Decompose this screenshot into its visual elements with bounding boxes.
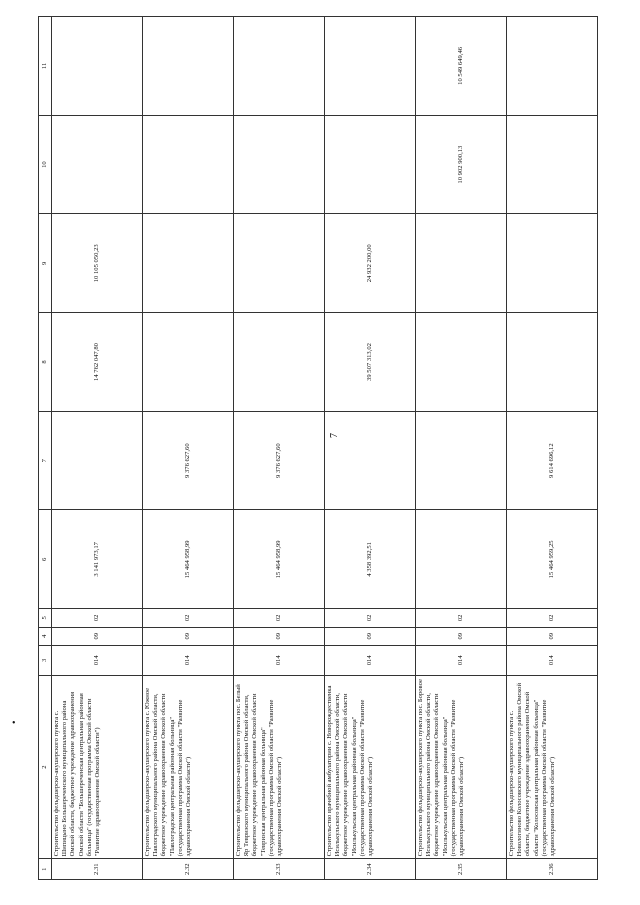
column-header-11: 11: [39, 17, 52, 116]
budget-table-sheet: [38, 16, 598, 880]
cell-c7: 9 614 696,12: [507, 411, 598, 510]
cell-c10: 10 902 900,13: [416, 115, 507, 214]
column-header-6: 6: [39, 510, 52, 609]
column-header-9: 9: [39, 214, 52, 313]
cell-c4: 09: [325, 627, 416, 645]
cell-desc: Строительство фельдшерско-акушерского пункта пос. Белый Яр Тевризского муниципального района Омской области, бюджетное учреждение здравоохранения Омской области "Тевризская центральная районная больница" (государственная программа Омской области "Развитие здравоохранения Омской области"): [234, 675, 325, 859]
cell-c9: [143, 214, 234, 313]
cell-c5: 02: [52, 609, 143, 627]
cell-c6: 15 464 958,99: [234, 510, 325, 609]
cell-c6: 15 464 958,99: [143, 510, 234, 609]
cell-c4: 09: [507, 627, 598, 645]
cell-c4: 09: [416, 627, 507, 645]
cell-c10: [52, 115, 143, 214]
cell-c3: 014: [325, 645, 416, 675]
table-row: [325, 17, 416, 880]
cell-c3: 014: [52, 645, 143, 675]
cell-desc: Строительство фельдшерско-акушерского пункта с. Шипицыно Большереченского муниципального района Омской области, бюджетное учреждение здравоохранения Омской области "Большереченская центральная районная больница" (государственная программа Омской области "Развитие здравоохранения Омской области"): [52, 675, 143, 859]
cell-c7: [52, 411, 143, 510]
cell-id: 2.35: [416, 859, 507, 880]
cell-c4: 09: [143, 627, 234, 645]
column-header-2: 2: [39, 675, 52, 859]
cell-c6: 4 358 392,51: [325, 510, 416, 609]
cell-c5: 02: [507, 609, 598, 627]
table-body: [52, 17, 598, 880]
header-row: [39, 17, 52, 880]
cell-c3: 014: [416, 645, 507, 675]
cell-desc: Строительство фельдшерско-акушерского пункта пос. Боровое Исилькульского муниципального района Омской области, бюджетное учреждение здравоохранения Омской области "Исилькульская центральная районная больница" (государственная программа Омской области "Развитие здравоохранения Омской области"): [416, 675, 507, 859]
cell-c5: 02: [234, 609, 325, 627]
cell-c8: [507, 313, 598, 412]
cell-id: 2.33: [234, 859, 325, 880]
cell-c9: [416, 214, 507, 313]
cell-c10: [325, 115, 416, 214]
cell-c8: [234, 313, 325, 412]
cell-desc: Строительство врачебной амбулатории с. Новорождественка Исилькульского муниципального района Омской области, бюджетное учреждение здравоохранения Омской области "Исилькульская центральная районная больница" (государственная программа Омской области "Развитие здравоохранения Омской области"): [325, 675, 416, 859]
cell-c8: [143, 313, 234, 412]
cell-desc: Строительство фельдшерско-акушерского пункта с. Южное Павлоградского муниципального района Омской области, бюджетное учреждение здравоохранения Омской области "Павлоградская центральная районная больница" (государственная программа Омской области "Развитие здравоохранения Омской области"): [143, 675, 234, 859]
cell-c6: 15 464 959,25: [507, 510, 598, 609]
cell-c3: 014: [143, 645, 234, 675]
cell-c11: [234, 17, 325, 116]
cell-c5: 02: [325, 609, 416, 627]
cell-c11: [507, 17, 598, 116]
page-number: 7: [329, 433, 340, 438]
cell-desc: Строительство фельдшерско-акушерского пункта с. Новологиново Колосовского муниципального района Омской области, бюджетное учреждение здравоохранения Омской области "Колосовская центральная районная больница" (государственная программа Омской области "Развитие здравоохранения Омской области"): [507, 675, 598, 859]
cell-c11: [325, 17, 416, 116]
cell-c5: 02: [143, 609, 234, 627]
table-row: [416, 17, 507, 880]
cell-c3: 014: [507, 645, 598, 675]
cell-c11: [143, 17, 234, 116]
table-row: [52, 17, 143, 880]
cell-c9: 24 932 200,00: [325, 214, 416, 313]
cell-c3: 014: [234, 645, 325, 675]
cell-c7: 9 376 627,60: [234, 411, 325, 510]
stray-mark: •: [12, 718, 16, 729]
table-row: [143, 17, 234, 880]
cell-c11: [52, 17, 143, 116]
cell-c10: [143, 115, 234, 214]
cell-c7: [325, 411, 416, 510]
column-header-7: 7: [39, 411, 52, 510]
cell-c4: 09: [234, 627, 325, 645]
cell-id: 2.36: [507, 859, 598, 880]
cell-c9: [234, 214, 325, 313]
cell-c8: 39 507 313,02: [325, 313, 416, 412]
column-header-10: 10: [39, 115, 52, 214]
cell-c11: 10 549 649,46: [416, 17, 507, 116]
column-header-4: 4: [39, 627, 52, 645]
cell-c7: [416, 411, 507, 510]
cell-c7: 9 376 627,60: [143, 411, 234, 510]
column-header-3: 3: [39, 645, 52, 675]
cell-c10: [507, 115, 598, 214]
budget-table: [38, 16, 598, 880]
cell-id: 2.32: [143, 859, 234, 880]
table-row: [507, 17, 598, 880]
cell-c5: 02: [416, 609, 507, 627]
column-header-1: 1: [39, 859, 52, 880]
cell-c4: 09: [52, 627, 143, 645]
cell-c9: 10 105 050,23: [52, 214, 143, 313]
cell-c8: [416, 313, 507, 412]
cell-id: 2.34: [325, 859, 416, 880]
cell-id: 2.31: [52, 859, 143, 880]
column-header-8: 8: [39, 313, 52, 412]
cell-c10: [234, 115, 325, 214]
cell-c8: 14 762 047,80: [52, 313, 143, 412]
cell-c6: [416, 510, 507, 609]
table-row: [234, 17, 325, 880]
cell-c6: 3 141 973,17: [52, 510, 143, 609]
cell-c9: [507, 214, 598, 313]
column-header-5: 5: [39, 609, 52, 627]
